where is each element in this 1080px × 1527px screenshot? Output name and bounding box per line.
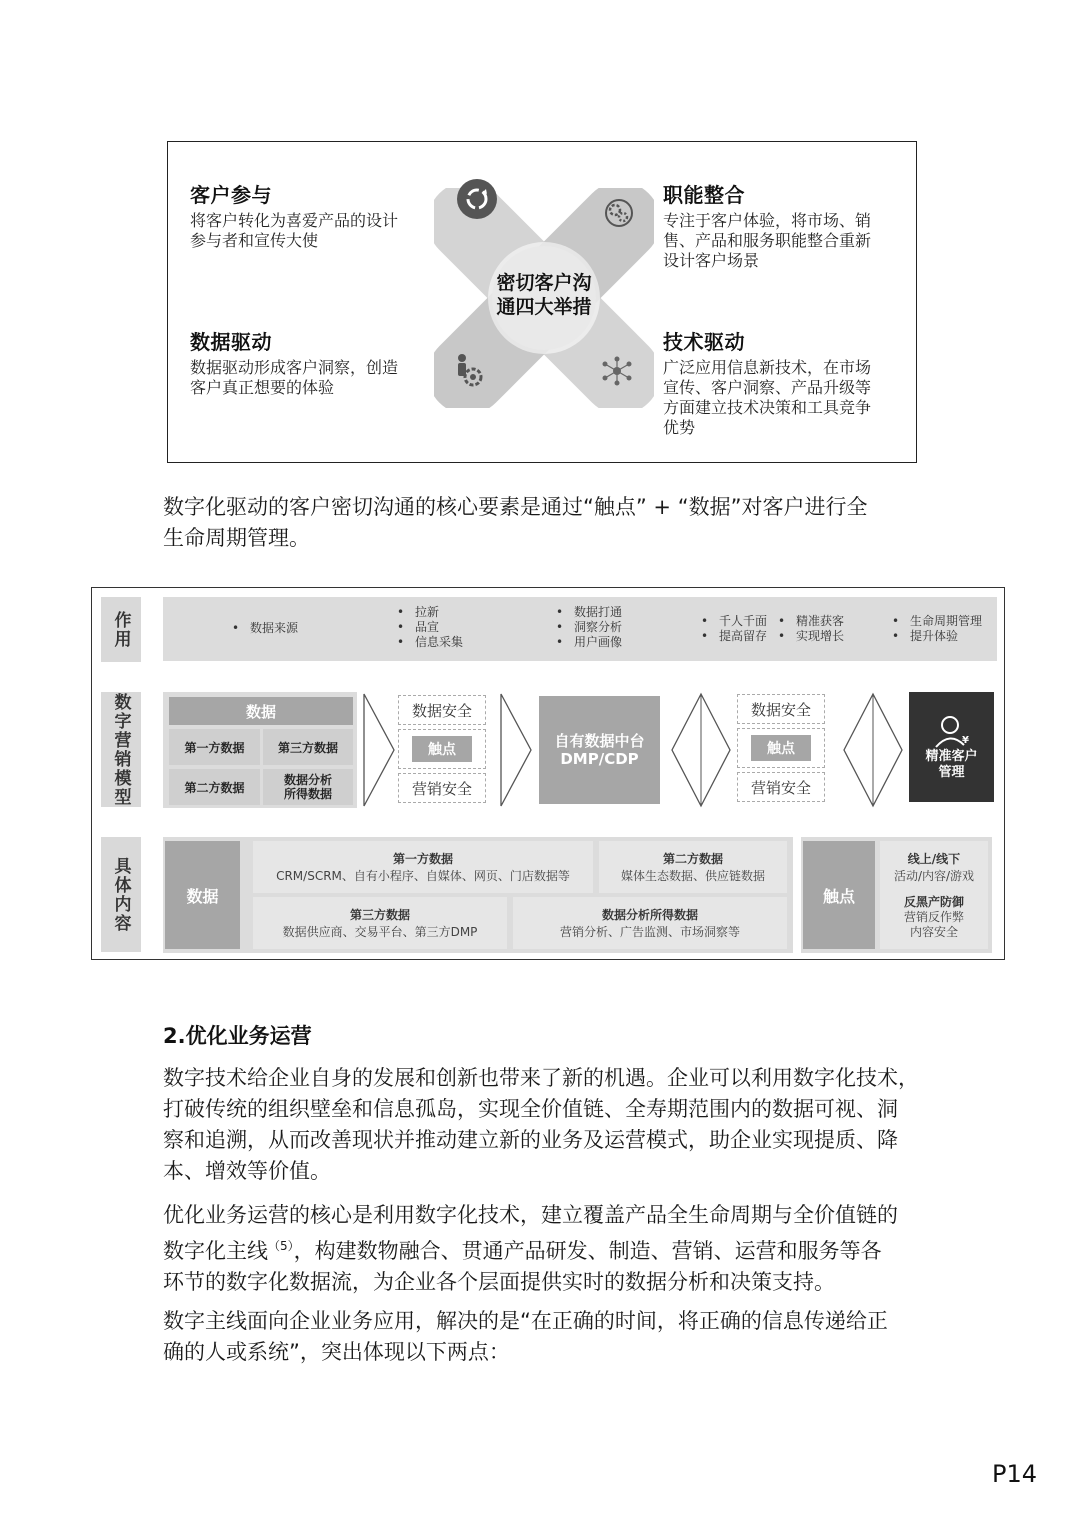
paragraph-core: 优化业务运营的核心是利用数字化技术，建立覆盖产品全生命周期与全价值链的 数字化主线$^{(5)}$，构建数物融合、贯通产品研发、制造、营销、运营和服务等各 环节的数字化数据流，为企业各个层面提供实时的数据分析和决策支持。 [163,1203,898,1294]
person-gear-icon [452,352,486,388]
arrow-right-2 [499,692,535,808]
function-list-1: • 数据来源 [232,621,298,636]
section-heading: 2.优化业务运营 [163,1024,312,1048]
data-security-label-2: 数据安全 [737,694,825,724]
recycle-icon [457,179,497,219]
gears-icon [602,196,636,230]
side-label-model: 数字营销模型 [101,692,141,807]
touchpoint-label-2: 触点 [751,735,811,761]
page-number: P14 [992,1460,1038,1488]
precision-customer-box: ¥ 精准客户 管理 [909,692,994,802]
marketing-security-label: 营销安全 [398,773,486,803]
third-party-content: 第三方数据 数据供应商、交易平台、第三方DMP [253,897,507,949]
side-label-content: 具体内容 [101,837,141,952]
content-touch-label: 触点 [803,841,875,949]
quadrant-function-integration: 职能整合 专注于客户体验，将市场、销 售、产品和服务职能整合重新 设计客户场景 [663,183,872,270]
function-list-6: • 生命周期管理 • 提升体验 [892,614,982,644]
touchpoint-frame [398,729,486,769]
third-party-cell: 第三方数据 [263,729,353,765]
function-list-5: • 精准获客 • 实现增长 [778,614,844,644]
quadrant-customer-participation: 客户参与 将客户转化为喜爱产品的设计 参与者和宣传大使 [190,183,399,250]
touchpoint-label: 触点 [412,736,472,762]
anti-fraud-content: 反黑产防御 营销反作弊 内容安全 [880,885,988,949]
side-label-function: 作用 [101,597,141,662]
analysis-content: 数据分析所得数据 营销分析、广告监测、市场洞察等 [513,897,787,949]
arrow-right-1 [362,692,398,808]
figure-digital-marketing-model [91,587,1005,960]
function-list-2: • 拉新 • 品宣 • 信息采集 [397,605,463,650]
function-list-3: • 数据打通 • 洞察分析 • 用户画像 [556,605,622,650]
online-offline-content: 线上/线下 活动/内容/游戏 [880,841,988,893]
second-party-cell: 第二方数据 [169,769,260,805]
paragraph-opportunity: 数字技术给企业自身的发展和创新也带来了新的机遇。企业可以利用数字化技术， 打破传统的组织壁垒和信息孤岛，实现全价值链、全寿期范围内的数据可视、洞 察和追溯，从而改善现状并推动建立新的业务及运营模式，助企业实现提质、降 本、增效等价值。 [163,1066,919,1183]
center-label: 密切客户沟 通四大举措 [496,272,592,318]
second-party-content: 第二方数据 媒体生态数据、供应链数据 [599,841,787,893]
first-party-content: 第一方数据 CRM/SCRM、自有小程序、自媒体、网页、门店数据等 [253,841,593,893]
paragraph-digital-thread: 数字主线面向企业业务应用，解决的是“在正确的时间，将正确的信息传递给正 确的人或系统”，突出体现以下两点： [163,1309,888,1364]
figure-four-measures [167,141,917,463]
customer-yen-icon [932,713,972,749]
footnote-ref[interactable]: （5） [268,1239,294,1253]
function-list-4: • 千人千面 • 提高留存 [701,614,767,644]
diamond-arrow-1 [670,692,732,808]
analysis-data-cell: 数据分析 所得数据 [263,769,353,805]
data-platform-box: 自有数据中台 DMP/CDP [539,696,660,804]
network-icon [600,356,634,386]
quadrant-data-driven: 数据驱动 数据驱动形成客户洞察，创造 客户真正想要的体验 [190,330,399,397]
data-header: 数据 [169,697,353,725]
content-data-label: 数据 [165,841,240,949]
paragraph-intro: 数字化驱动的客户密切沟通的核心要素是通过“触点” + “数据”对客户进行全 生命周期管理。 [163,495,868,550]
svg-text:¥: ¥ [961,735,969,746]
first-party-cell: 第一方数据 [169,729,260,765]
data-security-label: 数据安全 [398,695,486,725]
quadrant-tech-driven: 技术驱动 广泛应用信息新技术，在市场 宣传、客户洞察、产品升级等 方面建立技术决策和工具竞争 优势 [663,330,872,437]
marketing-security-label-2: 营销安全 [737,772,825,802]
diamond-arrow-2 [842,692,904,808]
touchpoint-frame-2 [737,728,825,768]
